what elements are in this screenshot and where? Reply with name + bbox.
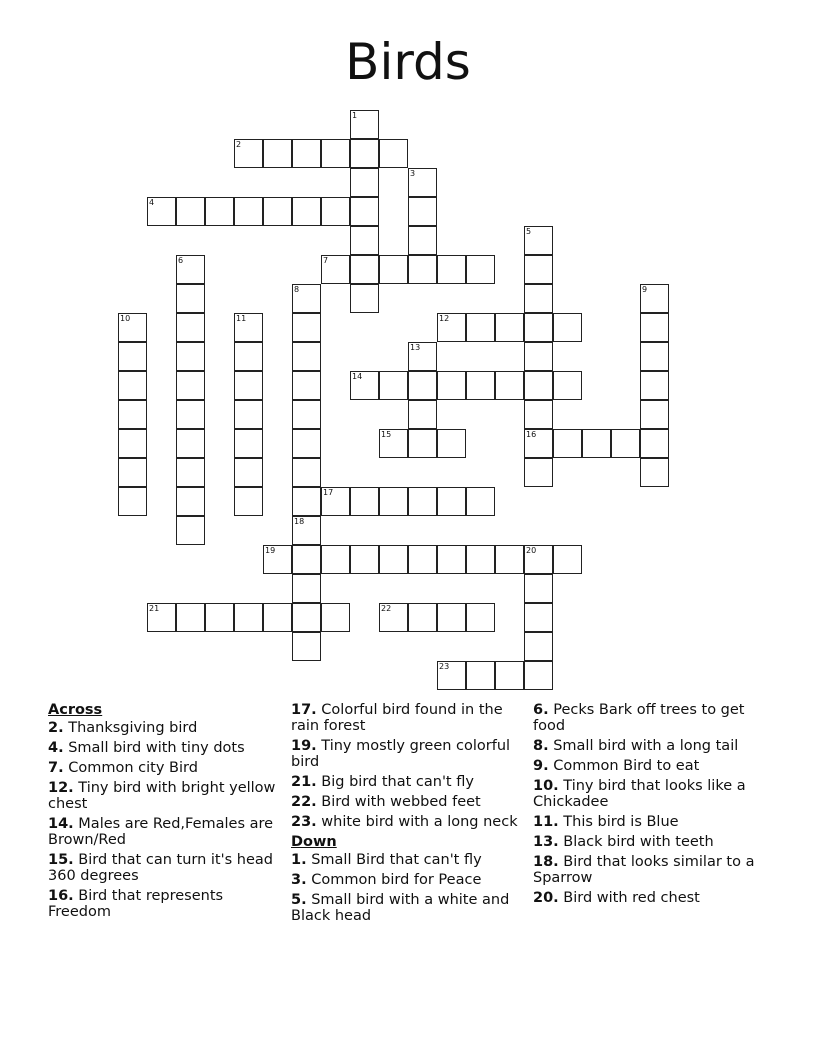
clue-number: 10 bbox=[120, 314, 131, 323]
grid-cell[interactable] bbox=[524, 342, 553, 371]
clue-number: 7. bbox=[48, 760, 64, 776]
grid-cell[interactable] bbox=[379, 487, 408, 516]
clue-number: 15. bbox=[48, 852, 74, 868]
grid-cell[interactable] bbox=[176, 458, 205, 487]
grid-cell[interactable] bbox=[292, 400, 321, 429]
clue-number: 16 bbox=[526, 430, 537, 439]
grid-cell[interactable] bbox=[350, 371, 379, 400]
clue-number: 5. bbox=[291, 892, 307, 908]
grid-cell[interactable] bbox=[379, 545, 408, 574]
grid-cell[interactable] bbox=[234, 313, 263, 342]
down-clue bbox=[533, 758, 769, 774]
grid-cell[interactable] bbox=[176, 342, 205, 371]
grid-cell[interactable] bbox=[147, 603, 176, 632]
grid-cell[interactable] bbox=[292, 139, 321, 168]
grid-cell[interactable] bbox=[292, 458, 321, 487]
clue-number: 4 bbox=[149, 198, 155, 207]
grid-cell[interactable] bbox=[118, 429, 147, 458]
down-clue bbox=[533, 814, 769, 830]
grid-cell[interactable] bbox=[292, 197, 321, 226]
grid-cell[interactable] bbox=[640, 284, 669, 313]
grid-cell[interactable] bbox=[553, 545, 582, 574]
clue-number: 16. bbox=[48, 888, 74, 904]
clue-text: white bird with a long neck bbox=[316, 814, 518, 830]
across-clue bbox=[48, 740, 284, 756]
grid-cell[interactable] bbox=[321, 197, 350, 226]
grid-cell[interactable] bbox=[524, 255, 553, 284]
grid-cell[interactable] bbox=[321, 545, 350, 574]
grid-cell[interactable] bbox=[640, 458, 669, 487]
grid-cell[interactable] bbox=[524, 226, 553, 255]
clue-number: 23 bbox=[439, 662, 450, 671]
grid-cell[interactable] bbox=[263, 139, 292, 168]
grid-cell[interactable] bbox=[350, 226, 379, 255]
grid-cell[interactable] bbox=[524, 284, 553, 313]
grid-cell[interactable] bbox=[437, 603, 466, 632]
clue-number: 21. bbox=[291, 774, 317, 790]
grid-cell[interactable] bbox=[118, 342, 147, 371]
grid-cell[interactable] bbox=[524, 371, 553, 400]
grid-cell[interactable] bbox=[495, 545, 524, 574]
grid-cell[interactable] bbox=[118, 458, 147, 487]
grid-cell[interactable] bbox=[176, 400, 205, 429]
down-clue bbox=[533, 738, 769, 754]
clue-number: 18 bbox=[294, 517, 305, 526]
clue-text: Small bird with a long tail bbox=[548, 738, 739, 754]
grid-cell[interactable] bbox=[350, 168, 379, 197]
across-clue bbox=[48, 760, 284, 776]
clue-text: Bird that looks similar to a Sparrow bbox=[533, 854, 755, 886]
grid-cell[interactable] bbox=[176, 429, 205, 458]
down-clue bbox=[291, 892, 527, 924]
grid-cell[interactable] bbox=[263, 603, 292, 632]
grid-cell[interactable] bbox=[524, 603, 553, 632]
grid-cell[interactable] bbox=[437, 429, 466, 458]
grid-cell[interactable] bbox=[437, 661, 466, 690]
grid-cell[interactable] bbox=[292, 371, 321, 400]
grid-cell[interactable] bbox=[321, 487, 350, 516]
down-clue bbox=[533, 854, 769, 886]
grid-cell[interactable] bbox=[379, 139, 408, 168]
clue-number: 2 bbox=[236, 140, 242, 149]
grid-cell[interactable] bbox=[234, 342, 263, 371]
clue-text: Colorful bird found in the rain forest bbox=[291, 702, 503, 734]
across-clue bbox=[48, 816, 284, 848]
grid-cell[interactable] bbox=[640, 342, 669, 371]
grid-cell[interactable] bbox=[524, 632, 553, 661]
across-header: Across bbox=[48, 702, 103, 718]
clue-text: Bird that represents Freedom bbox=[48, 888, 224, 920]
down-header: Down bbox=[291, 834, 337, 850]
grid-cell[interactable] bbox=[176, 487, 205, 516]
down-clue bbox=[533, 890, 769, 906]
clue-number: 3. bbox=[291, 872, 307, 888]
grid-cell[interactable] bbox=[234, 429, 263, 458]
clue-number: 9 bbox=[642, 285, 648, 294]
clue-text: Common Bird to eat bbox=[548, 758, 700, 774]
clue-number: 6 bbox=[178, 256, 184, 265]
clue-number: 19 bbox=[265, 546, 276, 555]
grid-cell[interactable] bbox=[408, 197, 437, 226]
grid-cell[interactable] bbox=[292, 313, 321, 342]
clue-text: Thanksgiving bird bbox=[63, 720, 198, 736]
grid-cell[interactable] bbox=[205, 603, 234, 632]
grid-cell[interactable] bbox=[321, 139, 350, 168]
clue-text: Big bird that can't fly bbox=[316, 774, 474, 790]
grid-cell[interactable] bbox=[524, 313, 553, 342]
clue-text: Males are Red,Females are Brown/Red bbox=[48, 816, 274, 848]
grid-cell[interactable] bbox=[176, 603, 205, 632]
grid-cell[interactable] bbox=[495, 661, 524, 690]
grid-cell[interactable] bbox=[263, 545, 292, 574]
grid-cell[interactable] bbox=[176, 284, 205, 313]
grid-cell[interactable] bbox=[466, 371, 495, 400]
grid-cell[interactable] bbox=[408, 255, 437, 284]
grid-cell[interactable] bbox=[350, 284, 379, 313]
grid-cell[interactable] bbox=[379, 603, 408, 632]
grid-cell[interactable] bbox=[437, 255, 466, 284]
grid-cell[interactable] bbox=[524, 429, 553, 458]
grid-cell[interactable] bbox=[495, 371, 524, 400]
clue-number: 11 bbox=[236, 314, 247, 323]
clue-number: 20 bbox=[526, 546, 537, 555]
clue-text: This bird is Blue bbox=[558, 814, 679, 830]
grid-cell[interactable] bbox=[234, 139, 263, 168]
grid-cell[interactable] bbox=[292, 284, 321, 313]
across-clue bbox=[48, 852, 284, 884]
across-clue bbox=[291, 774, 527, 790]
grid-cell[interactable] bbox=[524, 458, 553, 487]
grid-cell[interactable] bbox=[263, 197, 292, 226]
grid-cell[interactable] bbox=[350, 255, 379, 284]
clue-number: 12. bbox=[48, 780, 74, 796]
across-clue bbox=[48, 888, 284, 920]
clue-number: 22 bbox=[381, 604, 392, 613]
clue-text: Tiny bird that looks like a Chickadee bbox=[533, 778, 746, 810]
grid-cell[interactable] bbox=[640, 429, 669, 458]
grid-cell[interactable] bbox=[379, 429, 408, 458]
grid-cell[interactable] bbox=[321, 255, 350, 284]
down-clue bbox=[533, 702, 769, 734]
grid-cell[interactable] bbox=[176, 255, 205, 284]
clue-number: 1 bbox=[352, 111, 358, 120]
clue-number: 3 bbox=[410, 169, 416, 178]
clue-text: Tiny mostly green colorful bird bbox=[291, 738, 511, 770]
grid-cell[interactable] bbox=[292, 545, 321, 574]
clue-number: 12 bbox=[439, 314, 450, 323]
clue-text: Bird that can turn it's head 360 degrees bbox=[48, 852, 273, 884]
clue-text: Small Bird that can't fly bbox=[306, 852, 482, 868]
clue-text: Common bird for Peace bbox=[306, 872, 482, 888]
across-clue bbox=[291, 814, 527, 830]
clue-number: 9. bbox=[533, 758, 549, 774]
grid-cell[interactable] bbox=[524, 574, 553, 603]
clue-number: 18. bbox=[533, 854, 559, 870]
grid-cell[interactable] bbox=[553, 313, 582, 342]
grid-cell[interactable] bbox=[437, 545, 466, 574]
grid-cell[interactable] bbox=[292, 487, 321, 516]
grid-cell[interactable] bbox=[350, 545, 379, 574]
clue-number: 4. bbox=[48, 740, 64, 756]
clue-number: 10. bbox=[533, 778, 559, 794]
clue-text: Common city Bird bbox=[63, 760, 198, 776]
clue-number: 15 bbox=[381, 430, 392, 439]
clue-column-1 bbox=[48, 702, 284, 924]
grid-cell[interactable] bbox=[437, 487, 466, 516]
grid-cell[interactable] bbox=[640, 371, 669, 400]
clue-number: 14 bbox=[352, 372, 363, 381]
grid-cell[interactable] bbox=[553, 429, 582, 458]
grid-cell[interactable] bbox=[408, 429, 437, 458]
grid-cell[interactable] bbox=[176, 313, 205, 342]
grid-cell[interactable] bbox=[350, 487, 379, 516]
across-clue bbox=[48, 780, 284, 812]
grid-cell[interactable] bbox=[553, 371, 582, 400]
grid-cell[interactable] bbox=[292, 342, 321, 371]
grid-cell[interactable] bbox=[640, 313, 669, 342]
grid-cell[interactable] bbox=[640, 400, 669, 429]
grid-cell[interactable] bbox=[408, 371, 437, 400]
clue-text: Small bird with tiny dots bbox=[63, 740, 245, 756]
clue-number: 6. bbox=[533, 702, 549, 718]
grid-cell[interactable] bbox=[350, 197, 379, 226]
across-clue bbox=[291, 794, 527, 810]
grid-cell[interactable] bbox=[350, 139, 379, 168]
grid-cell[interactable] bbox=[379, 255, 408, 284]
across-clue bbox=[291, 738, 527, 770]
grid-cell[interactable] bbox=[466, 661, 495, 690]
clue-column-2 bbox=[291, 702, 527, 928]
clue-text: Bird with red chest bbox=[558, 890, 700, 906]
grid-cell[interactable] bbox=[379, 371, 408, 400]
grid-cell[interactable] bbox=[292, 516, 321, 545]
grid-cell[interactable] bbox=[524, 661, 553, 690]
clue-number: 7 bbox=[323, 256, 329, 265]
grid-cell[interactable] bbox=[408, 603, 437, 632]
grid-cell[interactable] bbox=[408, 487, 437, 516]
grid-cell[interactable] bbox=[495, 313, 524, 342]
down-clue bbox=[291, 852, 527, 868]
grid-cell[interactable] bbox=[118, 371, 147, 400]
clue-number: 21 bbox=[149, 604, 160, 613]
clue-text: Black bird with teeth bbox=[558, 834, 714, 850]
grid-cell[interactable] bbox=[234, 603, 263, 632]
clue-number: 19. bbox=[291, 738, 317, 754]
grid-cell[interactable] bbox=[466, 313, 495, 342]
grid-cell[interactable] bbox=[408, 400, 437, 429]
grid-cell[interactable] bbox=[147, 197, 176, 226]
clue-number: 23. bbox=[291, 814, 317, 830]
grid-cell[interactable] bbox=[466, 603, 495, 632]
grid-cell[interactable] bbox=[466, 487, 495, 516]
across-clue bbox=[48, 720, 284, 736]
clue-text: Bird with webbed feet bbox=[316, 794, 481, 810]
grid-cell[interactable] bbox=[118, 487, 147, 516]
clue-number: 20. bbox=[533, 890, 559, 906]
grid-cell[interactable] bbox=[466, 545, 495, 574]
grid-cell[interactable] bbox=[118, 313, 147, 342]
grid-cell[interactable] bbox=[234, 458, 263, 487]
grid-cell[interactable] bbox=[466, 255, 495, 284]
clue-text: Pecks Bark off trees to get food bbox=[533, 702, 745, 734]
clue-number: 2. bbox=[48, 720, 64, 736]
clue-number: 13 bbox=[410, 343, 421, 352]
grid-cell[interactable] bbox=[408, 226, 437, 255]
grid-cell[interactable] bbox=[350, 110, 379, 139]
clue-number: 17 bbox=[323, 488, 334, 497]
clue-text: Tiny bird with bright yellow chest bbox=[48, 780, 276, 812]
grid-cell[interactable] bbox=[408, 168, 437, 197]
clue-number: 17. bbox=[291, 702, 317, 718]
grid-cell[interactable] bbox=[234, 371, 263, 400]
grid-cell[interactable] bbox=[292, 632, 321, 661]
clue-number: 11. bbox=[533, 814, 559, 830]
grid-cell[interactable] bbox=[292, 574, 321, 603]
grid-cell[interactable] bbox=[611, 429, 640, 458]
down-clue bbox=[291, 872, 527, 888]
clue-number: 8 bbox=[294, 285, 300, 294]
grid-cell[interactable] bbox=[176, 371, 205, 400]
clue-text: Small bird with a white and Black head bbox=[291, 892, 510, 924]
grid-cell[interactable] bbox=[234, 400, 263, 429]
grid-cell[interactable] bbox=[321, 603, 350, 632]
clue-number: 8. bbox=[533, 738, 549, 754]
grid-cell[interactable] bbox=[205, 197, 234, 226]
grid-cell[interactable] bbox=[176, 197, 205, 226]
clue-number: 22. bbox=[291, 794, 317, 810]
grid-cell[interactable] bbox=[437, 371, 466, 400]
grid-cell[interactable] bbox=[524, 545, 553, 574]
across-clue bbox=[291, 702, 527, 734]
grid-cell[interactable] bbox=[524, 400, 553, 429]
clue-number: 13. bbox=[533, 834, 559, 850]
clue-number: 1. bbox=[291, 852, 307, 868]
clue-column-3 bbox=[533, 702, 769, 910]
grid-cell[interactable] bbox=[176, 516, 205, 545]
grid-cell[interactable] bbox=[118, 400, 147, 429]
grid-cell[interactable] bbox=[408, 545, 437, 574]
clue-number: 5 bbox=[526, 227, 532, 236]
grid-cell[interactable] bbox=[234, 487, 263, 516]
puzzle-title: Birds bbox=[345, 33, 471, 91]
grid-cell[interactable] bbox=[292, 603, 321, 632]
grid-cell[interactable] bbox=[408, 342, 437, 371]
grid-cell[interactable] bbox=[437, 313, 466, 342]
down-clue bbox=[533, 834, 769, 850]
grid-cell[interactable] bbox=[582, 429, 611, 458]
grid-cell[interactable] bbox=[292, 429, 321, 458]
clue-number: 14. bbox=[48, 816, 74, 832]
grid-cell[interactable] bbox=[234, 197, 263, 226]
down-clue bbox=[533, 778, 769, 810]
